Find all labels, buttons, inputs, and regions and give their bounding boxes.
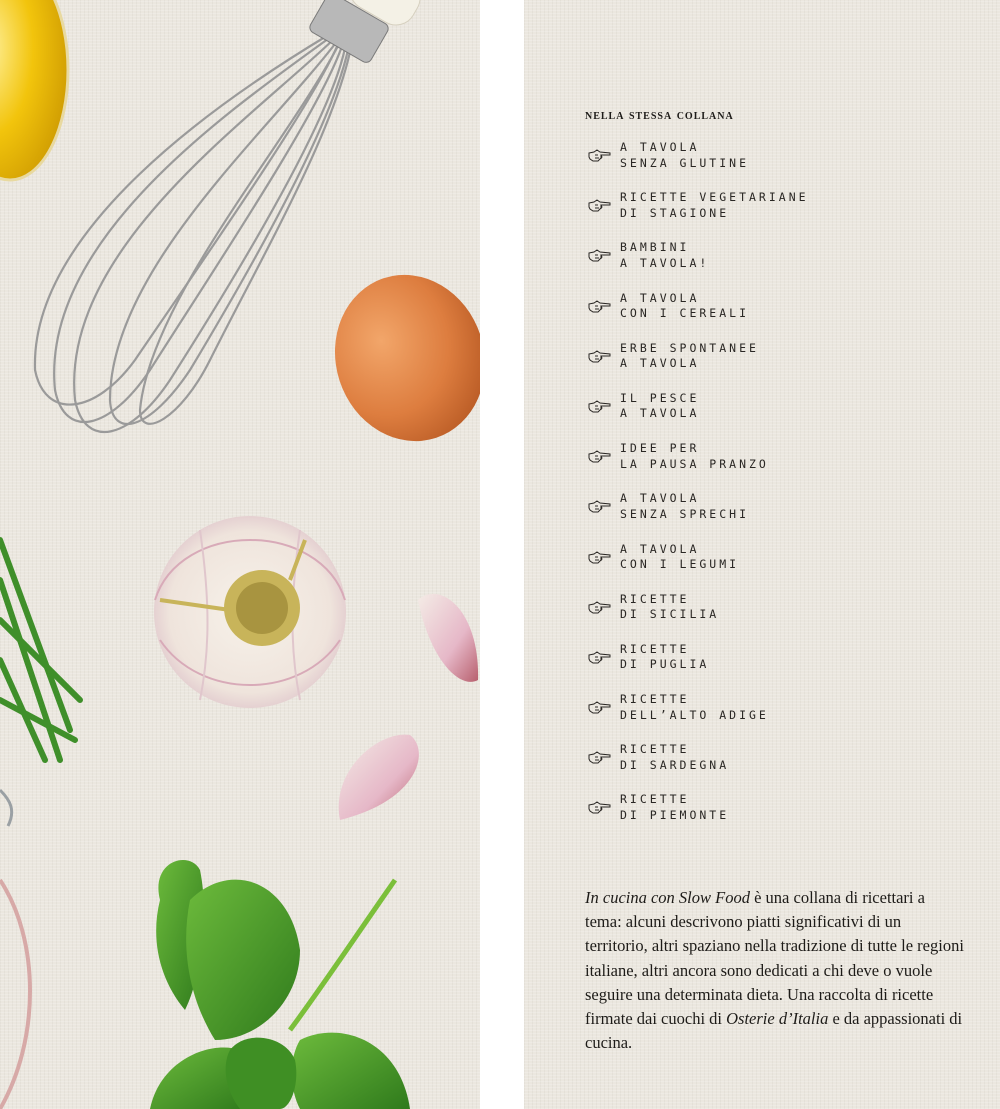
series-title-line: A TAVOLA bbox=[620, 140, 700, 154]
series-title-line: DI STAGIONE bbox=[620, 205, 730, 220]
series-title-line: A TAVOLA bbox=[620, 491, 700, 506]
pointing-hand-icon bbox=[588, 651, 612, 665]
series-item bbox=[588, 391, 809, 441]
left-page-photo bbox=[0, 0, 480, 1109]
series-title-line: RICETTE bbox=[620, 591, 690, 606]
pointing-hand-icon bbox=[588, 701, 612, 715]
series-heading: nella stessa collana bbox=[585, 108, 734, 123]
pointing-hand-icon bbox=[588, 149, 612, 163]
series-title-line: LA PAUSA PRANZO bbox=[620, 456, 769, 471]
series-title-line: IL PESCE bbox=[620, 390, 700, 405]
pointing-hand-icon bbox=[588, 801, 612, 815]
glass-bowl-edge bbox=[0, 790, 30, 1109]
series-item bbox=[588, 441, 809, 491]
series-title-line: SENZA SPRECHI bbox=[620, 506, 750, 521]
series-title-line: CON I CEREALI bbox=[620, 306, 750, 321]
pointing-hand-icon bbox=[588, 350, 612, 364]
series-title-line: DI SICILIA bbox=[620, 607, 720, 622]
page-gutter bbox=[480, 0, 524, 1109]
whisk bbox=[35, 34, 350, 432]
series-title-line: ERBE SPONTANEE bbox=[620, 340, 759, 355]
series-title-line: A TAVOLA bbox=[620, 541, 700, 556]
series-title-line: A TAVOLA bbox=[620, 406, 700, 421]
series-title-line: RICETTE bbox=[620, 692, 690, 707]
basil-sprig bbox=[150, 860, 410, 1109]
series-title-line: RICETTE VEGETARIANE bbox=[620, 190, 809, 205]
pointing-hand-icon bbox=[588, 450, 612, 464]
series-title-line: DI PUGLIA bbox=[620, 657, 710, 672]
pointing-hand-icon bbox=[588, 300, 612, 314]
pointing-hand-icon bbox=[588, 601, 612, 615]
garlic-bulb bbox=[154, 516, 346, 708]
series-item bbox=[588, 792, 809, 842]
series-item bbox=[588, 692, 809, 742]
series-title-line: SENZA GLUTINE bbox=[620, 155, 750, 170]
series-title-line: DI PIEMONTE bbox=[620, 807, 730, 822]
series-item bbox=[588, 742, 809, 792]
series-item bbox=[588, 140, 809, 190]
pointing-hand-icon bbox=[588, 551, 612, 565]
chives bbox=[0, 540, 80, 760]
series-title-line: DELL’ALTO ADIGE bbox=[620, 707, 769, 722]
series-item bbox=[588, 592, 809, 642]
pointing-hand-icon bbox=[588, 199, 612, 213]
description-text-end: e da appassionati di cucina. bbox=[585, 1009, 963, 1053]
series-title: In cucina con Slow Food bbox=[585, 888, 750, 907]
description-text: è una collana di ricettari a tema: alcuni descrivono piatti significativi di un territorio, altri spaziano nella tradizione di tutte le regioni italiane, altri ancora sono dedicati a chi deve o vuole seguire una determinata dieta. Una raccolta di ricette firmate dai cuochi di bbox=[585, 888, 964, 1029]
ingredients-illustration bbox=[0, 0, 480, 1109]
pointing-hand-icon bbox=[588, 751, 612, 765]
series-title-line: A TAVOLA! bbox=[620, 255, 710, 270]
series-item bbox=[588, 291, 809, 341]
olive-oil-bowl bbox=[0, 0, 68, 180]
series-item bbox=[588, 491, 809, 541]
right-page bbox=[524, 0, 1000, 1109]
series-title-line: A TAVOLA bbox=[620, 290, 700, 305]
series-title-line: IDEE PER bbox=[620, 441, 700, 456]
series-title-line: A TAVOLA bbox=[620, 356, 700, 371]
series-list bbox=[588, 140, 809, 843]
series-item bbox=[588, 341, 809, 391]
series-title-line: RICETTE bbox=[620, 792, 690, 807]
pointing-hand-icon bbox=[588, 249, 612, 263]
series-item bbox=[588, 642, 809, 692]
series-item bbox=[588, 542, 809, 592]
garlic-clove bbox=[339, 735, 419, 820]
pointing-hand-icon bbox=[588, 500, 612, 514]
description-paragraph bbox=[585, 886, 965, 1055]
series-item bbox=[588, 190, 809, 240]
series-title-line: DI SARDEGNA bbox=[620, 757, 730, 772]
guide-title: Osterie d’Italia bbox=[726, 1009, 829, 1029]
series-title-line: BAMBINI bbox=[620, 240, 690, 255]
series-title-line: RICETTE bbox=[620, 742, 690, 757]
egg bbox=[314, 255, 480, 461]
series-description bbox=[585, 886, 965, 1055]
series-title-line: RICETTE bbox=[620, 641, 690, 656]
series-title-line: CON I LEGUMI bbox=[620, 557, 740, 571]
series-item bbox=[588, 240, 809, 290]
garlic-clove bbox=[418, 594, 478, 682]
pointing-hand-icon bbox=[588, 400, 612, 414]
